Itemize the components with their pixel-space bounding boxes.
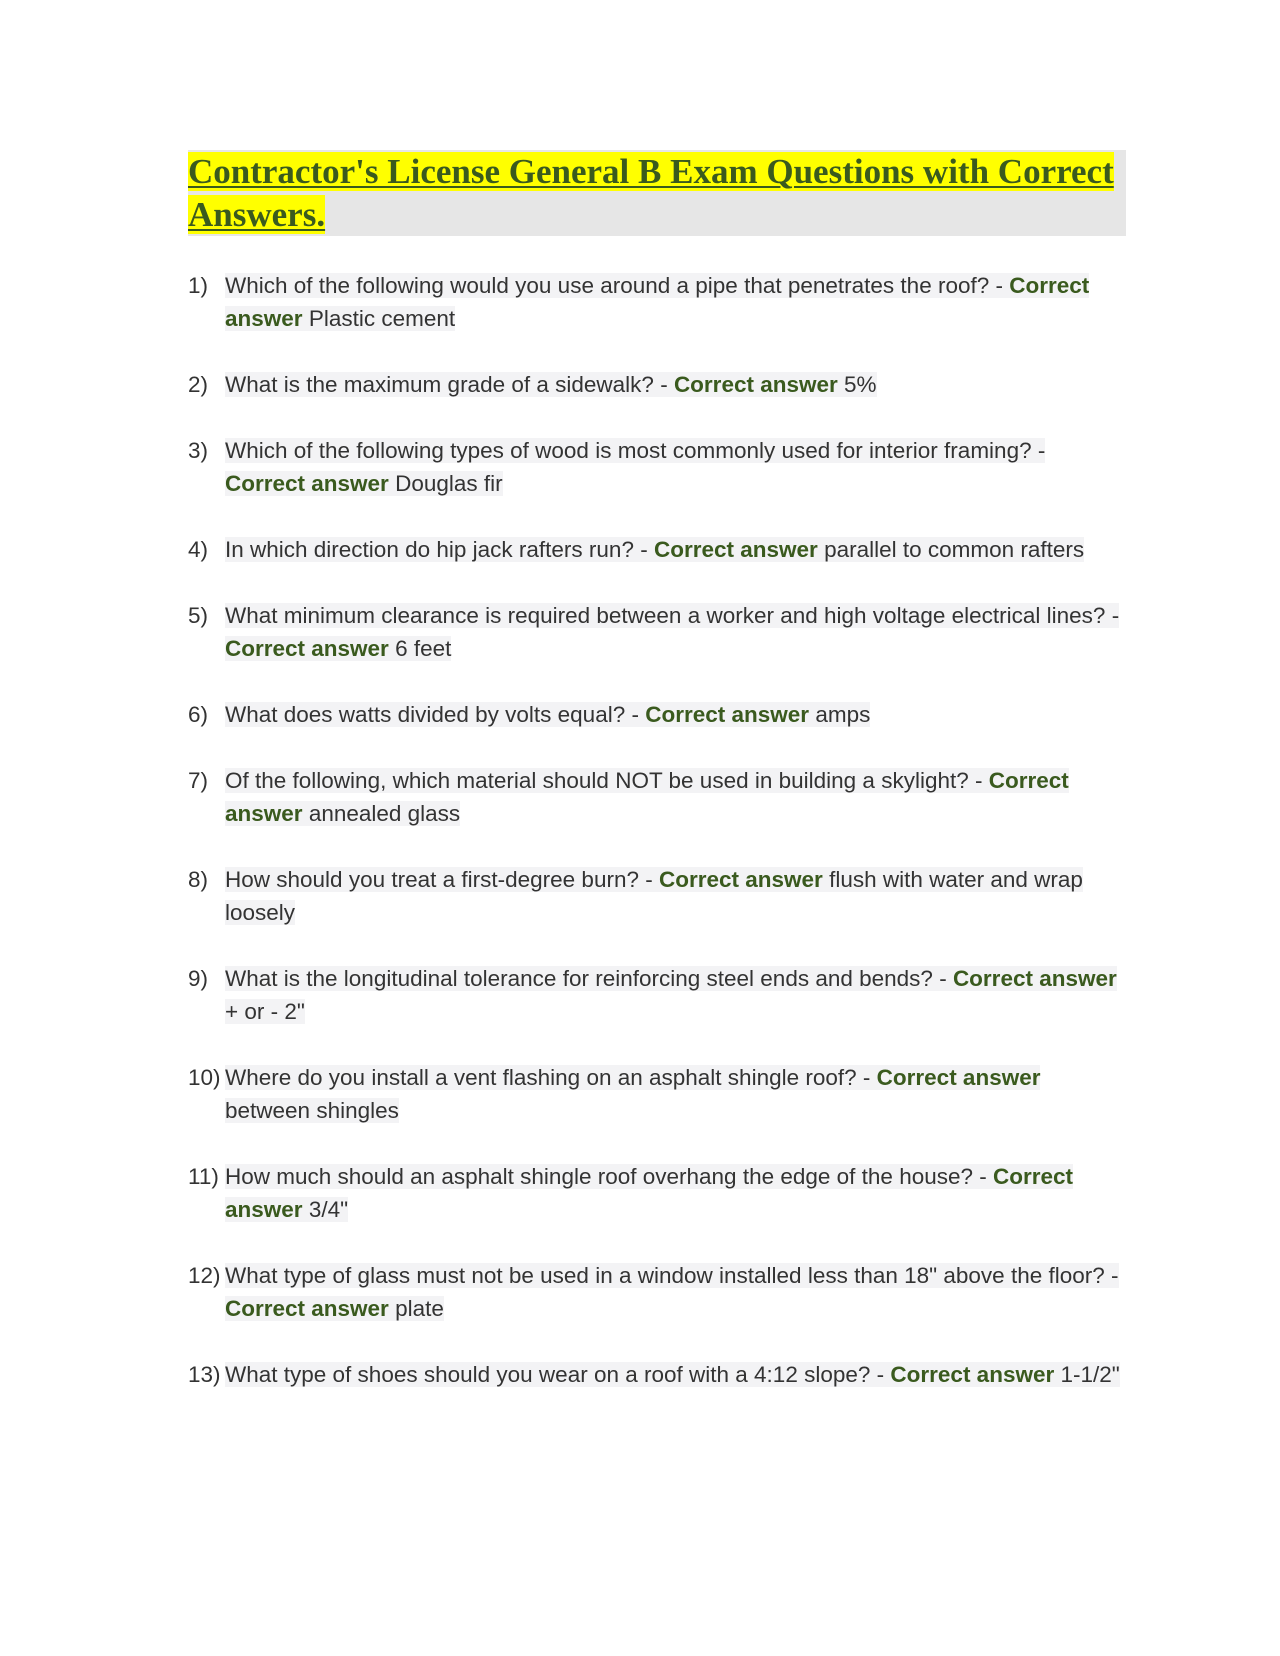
question-line-highlight — [225, 273, 1089, 331]
question-line-highlight — [225, 768, 1069, 826]
correct-answer-label: Correct answer — [225, 1296, 389, 1321]
question-item — [188, 368, 1126, 401]
question-text: How much should an asphalt shingle roof overhang the edge of the house? — [225, 1164, 974, 1189]
question-line-highlight — [225, 1263, 1119, 1321]
question-number: 1) — [188, 273, 209, 298]
question-list — [188, 269, 1126, 1391]
question-separator: - — [1105, 603, 1120, 628]
answer-text: annealed glass — [308, 801, 461, 826]
question-number: 9) — [188, 966, 209, 991]
correct-answer-label: Correct answer — [225, 768, 1069, 826]
correct-answer-label: Correct answer — [658, 867, 823, 892]
question-text-block — [225, 764, 1126, 830]
question-separator: - — [932, 966, 953, 991]
question-line-highlight — [225, 603, 1119, 661]
question-line-highlight — [225, 1362, 1120, 1387]
answer-text: flush with water and wrap loosely — [225, 867, 1083, 925]
answer-text: between shingles — [225, 1098, 399, 1123]
question-text: Which of the following types of wood is most commonly used for interior framing? — [225, 438, 1032, 463]
question-text-block — [225, 1160, 1126, 1226]
question-number: 10) — [188, 1065, 221, 1090]
question-item — [188, 1358, 1126, 1391]
question-separator: - — [973, 1164, 994, 1189]
question-text: What is the longitudinal tolerance for reinforcing steel ends and bends? — [225, 966, 933, 991]
question-separator: - — [633, 537, 654, 562]
question-line-highlight — [225, 1164, 1073, 1222]
question-separator: - — [989, 273, 1010, 298]
correct-answer-label: Correct answer — [225, 273, 1090, 331]
question-text-block — [225, 698, 1126, 731]
answer-text: 3/4" — [308, 1197, 349, 1222]
correct-answer-label: Correct answer — [876, 1065, 1041, 1090]
question-text: How should you treat a first-degree burn? — [225, 867, 639, 892]
question-text-block — [225, 434, 1126, 500]
correct-answer-label: Correct answer — [952, 966, 1117, 991]
correct-answer-label: Correct answer — [653, 537, 818, 562]
question-text-block — [225, 368, 1126, 401]
answer-text: Plastic cement — [308, 306, 456, 331]
question-text: Which of the following would you use around a pipe that penetrates the roof? — [225, 273, 990, 298]
question-line-highlight — [225, 867, 1083, 925]
question-line-highlight — [225, 1065, 1040, 1123]
question-number: 13) — [188, 1362, 221, 1387]
correct-answer-label: Correct answer — [225, 471, 389, 496]
question-separator: - — [870, 1362, 891, 1387]
document-title — [188, 150, 1126, 236]
question-separator: - — [856, 1065, 877, 1090]
question-line-highlight — [225, 702, 870, 727]
question-text: What minimum clearance is required between a worker and high voltage electrical lines? — [225, 603, 1106, 628]
answer-text: 6 feet — [395, 636, 452, 661]
correct-answer-label: Correct answer — [225, 1164, 1074, 1222]
question-item — [188, 533, 1126, 566]
document-title-text: Contractor's License General B Exam Questions with Correct Answers. — [188, 152, 1114, 234]
question-item — [188, 764, 1126, 830]
question-separator: - — [1031, 438, 1046, 463]
question-text-block — [225, 863, 1126, 929]
answer-text: parallel to common rafters — [824, 537, 1085, 562]
answer-text: amps — [815, 702, 871, 727]
question-item — [188, 962, 1126, 1028]
document-page — [188, 150, 1126, 1424]
question-number: 4) — [188, 537, 209, 562]
question-number: 2) — [188, 372, 209, 397]
question-text-block — [225, 599, 1126, 665]
question-number: 12) — [188, 1263, 221, 1288]
answer-text: 1-1/2" — [1060, 1362, 1120, 1387]
question-text-block — [225, 1061, 1126, 1127]
question-item — [188, 434, 1126, 500]
question-item — [188, 1259, 1126, 1325]
question-text: What type of glass must not be used in a window installed less than 18" above the floor? — [225, 1263, 1105, 1288]
question-item — [188, 863, 1126, 929]
title-box — [188, 150, 1126, 236]
question-item — [188, 1160, 1126, 1226]
question-separator: - — [638, 867, 659, 892]
question-number: 11) — [188, 1164, 219, 1189]
question-number: 3) — [188, 438, 209, 463]
question-separator: - — [653, 372, 674, 397]
question-line-highlight — [225, 966, 1117, 1024]
answer-text: 5% — [844, 372, 877, 397]
question-item — [188, 698, 1126, 731]
question-item — [188, 1061, 1126, 1127]
question-number: 6) — [188, 702, 209, 727]
question-line-highlight — [225, 438, 1045, 496]
question-text: What is the maximum grade of a sidewalk? — [225, 372, 654, 397]
answer-text: Douglas fir — [395, 471, 503, 496]
question-text-block — [225, 1259, 1126, 1325]
correct-answer-label: Correct answer — [890, 1362, 1055, 1387]
question-number: 7) — [188, 768, 209, 793]
question-text-block — [225, 269, 1126, 335]
question-item — [188, 599, 1126, 665]
question-text-block — [225, 962, 1126, 1028]
question-text: What type of shoes should you wear on a roof with a 4:12 slope? — [225, 1362, 871, 1387]
correct-answer-label: Correct answer — [645, 702, 810, 727]
question-number: 5) — [188, 603, 209, 628]
question-separator: - — [1104, 1263, 1119, 1288]
question-line-highlight — [225, 537, 1084, 562]
question-separator: - — [968, 768, 989, 793]
question-item — [188, 269, 1126, 335]
answer-text: + or - 2" — [225, 999, 305, 1024]
correct-answer-label: Correct answer — [673, 372, 838, 397]
answer-text: plate — [395, 1296, 444, 1321]
question-number: 8) — [188, 867, 209, 892]
question-text: What does watts divided by volts equal? — [225, 702, 626, 727]
question-text: Of the following, which material should NOT be used in building a skylight? — [225, 768, 969, 793]
question-line-highlight — [225, 372, 877, 397]
question-text-block — [225, 1358, 1126, 1391]
correct-answer-label: Correct answer — [225, 636, 389, 661]
question-text: In which direction do hip jack rafters run? — [225, 537, 634, 562]
question-text-block — [225, 533, 1126, 566]
question-text: Where do you install a vent flashing on an asphalt shingle roof? — [225, 1065, 857, 1090]
question-separator: - — [625, 702, 646, 727]
